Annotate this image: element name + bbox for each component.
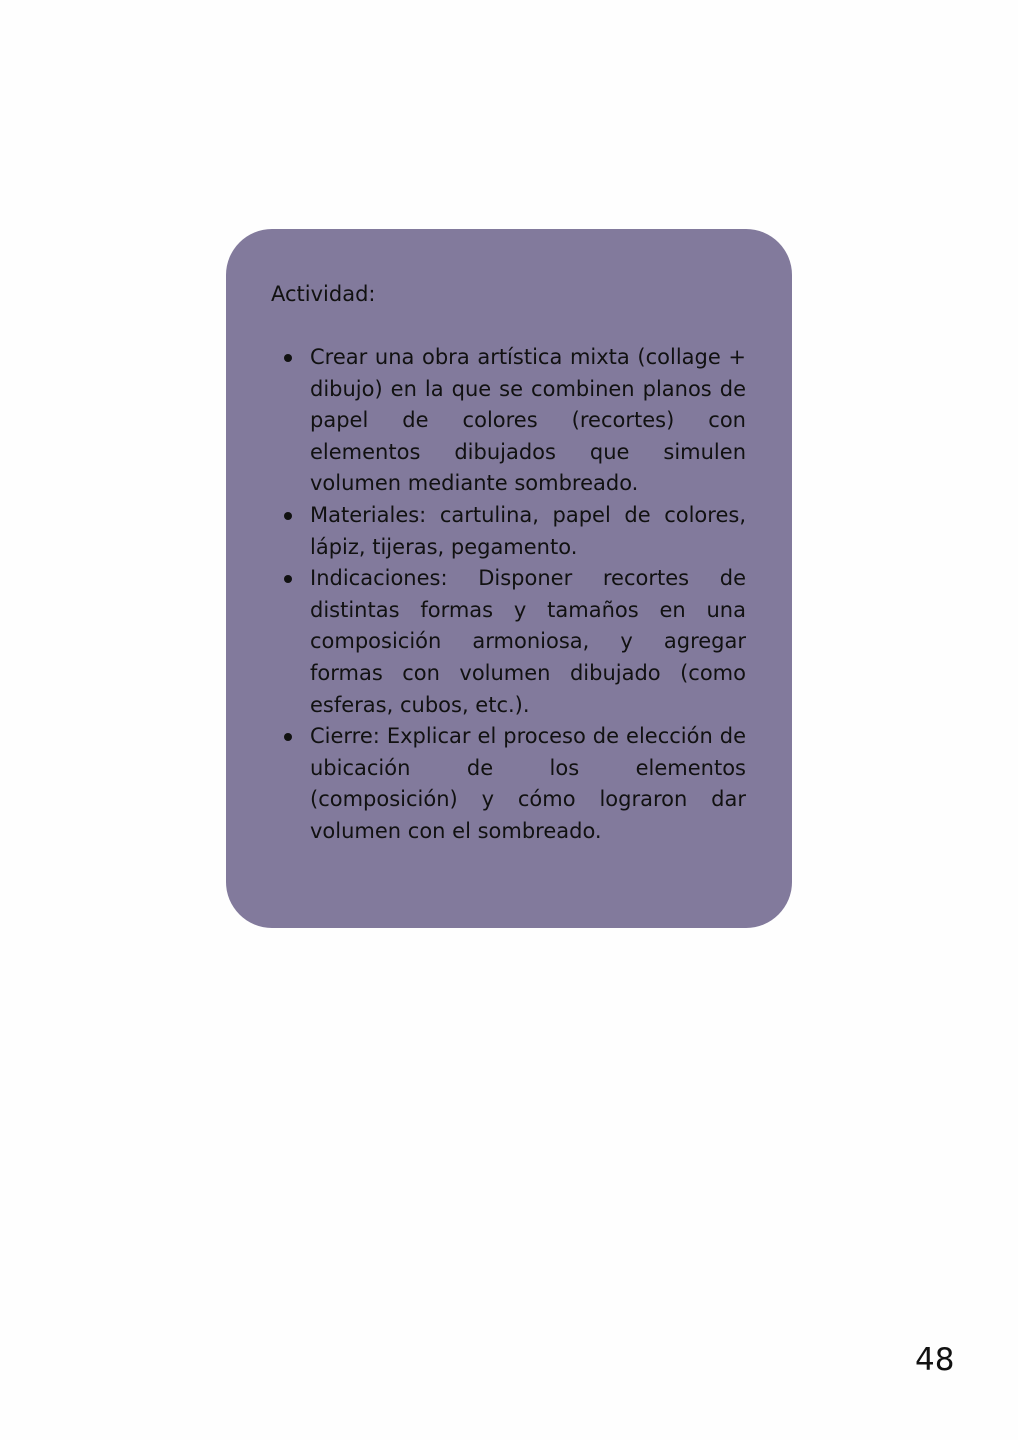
activity-list [271, 342, 746, 848]
bullet-icon [284, 512, 292, 520]
bullet-icon [284, 575, 292, 583]
list-item [271, 721, 746, 847]
card-title: Actividad: [271, 282, 376, 306]
bullet-icon [284, 354, 292, 362]
list-item-text: Indicaciones: Disponer recortes de distintas formas y tamaños en una composición armoniosa, y agregar formas con volumen dibujado (como esferas, cubos, etc.). [310, 566, 746, 717]
list-item [271, 500, 746, 563]
bullet-icon [284, 733, 292, 741]
activity-card [226, 229, 792, 928]
list-item [271, 563, 746, 721]
list-item-text: Materiales: cartulina, papel de colores, lápiz, tijeras, pegamento. [310, 502, 746, 559]
list-item [271, 342, 746, 500]
list-item-text: Crear una obra artística mixta (collage + dibujo) en la que se combinen planos de papel de colores (recortes) con elementos dibujados que simulen volumen mediante sombreado. [310, 345, 746, 496]
list-item-text: Cierre: Explicar el proceso de elección de ubicación de los elementos (composición) y cómo lograron dar volumen con el sombreado. [310, 724, 746, 843]
page-number: 48 [915, 1342, 955, 1378]
